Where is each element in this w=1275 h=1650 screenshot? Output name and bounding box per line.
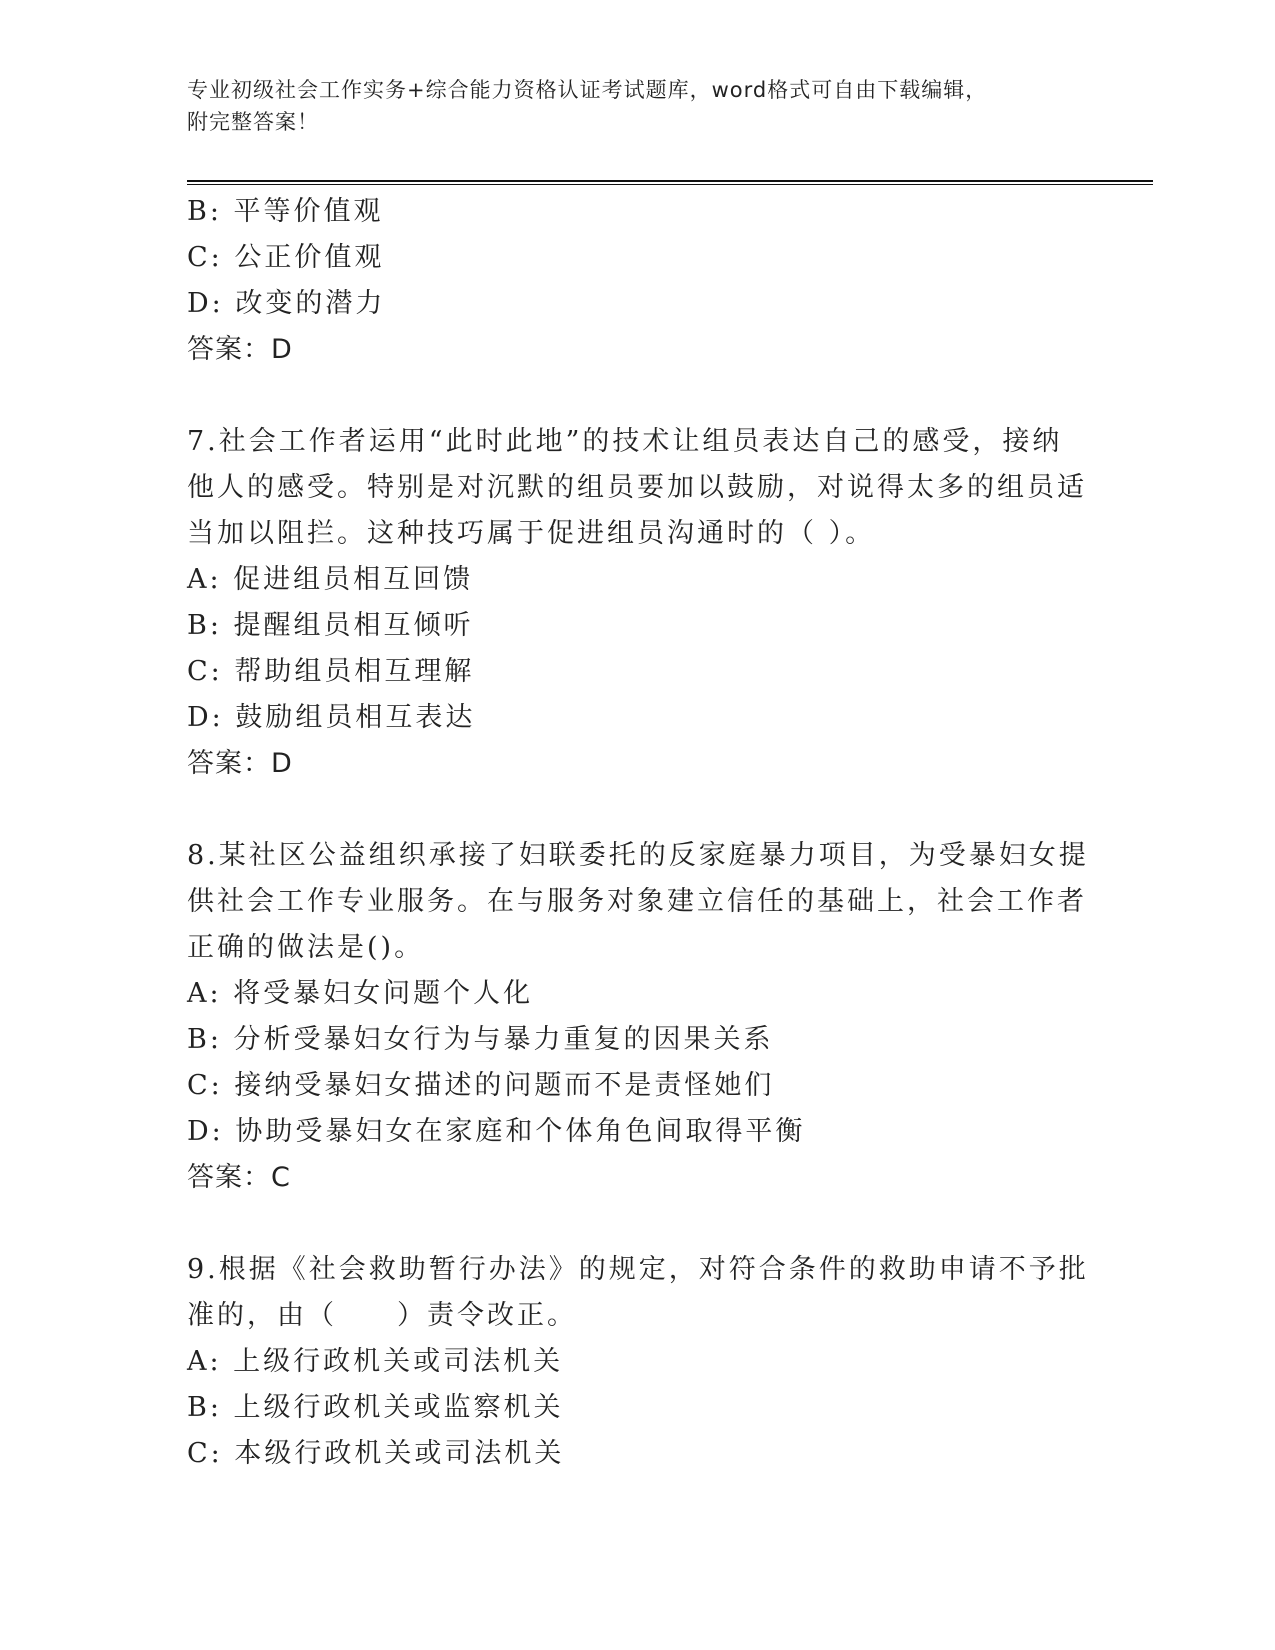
question-6-remainder	[187, 189, 1067, 373]
question-stem-line: 7.社会工作者运用“此时此地”的技术让组员表达自己的感受，接纳	[187, 426, 1063, 457]
question-list	[187, 189, 1089, 1477]
option-c: C: 公正价值观	[187, 242, 385, 273]
option-a: A: 上级行政机关或司法机关	[187, 1346, 564, 1377]
question-stem-line: 他人的感受。特别是对沉默的组员要加以鼓励，对说得太多的组员适	[187, 472, 1087, 503]
option-c: C: 帮助组员相互理解	[187, 656, 475, 687]
answer-line: 答案：C	[187, 1162, 291, 1193]
question-stem-line: 正确的做法是()。	[187, 932, 425, 963]
question-9	[187, 1247, 1089, 1477]
question-stem-line: 准的，由（ ）责令改正。	[187, 1300, 577, 1331]
header-divider-thin	[187, 184, 1153, 185]
question-stem-line: 9.根据《社会救助暂行办法》的规定，对符合条件的救助申请不予批	[187, 1254, 1089, 1285]
question-8	[187, 833, 1089, 1201]
option-c: C: 本级行政机关或司法机关	[187, 1438, 565, 1469]
question-7	[187, 419, 1087, 787]
document-header	[187, 74, 1067, 138]
option-b: B: 上级行政机关或监察机关	[187, 1392, 564, 1423]
option-d: D: 改变的潜力	[187, 288, 386, 319]
option-a: A: 将受暴妇女问题个人化	[187, 978, 534, 1009]
question-stem-line: 当加以阻拦。这种技巧属于促进组员沟通时的（ ）。	[187, 518, 876, 549]
option-d: D: 协助受暴妇女在家庭和个体角色间取得平衡	[187, 1116, 806, 1147]
question-stem-line: 供社会工作专业服务。在与服务对象建立信任的基础上，社会工作者	[187, 886, 1087, 917]
answer-line: 答案：D	[187, 334, 293, 365]
question-stem-line: 8.某社区公益组织承接了妇联委托的反家庭暴力项目，为受暴妇女提	[187, 840, 1089, 871]
option-b: B: 提醒组员相互倾听	[187, 610, 474, 641]
option-c: C: 接纳受暴妇女描述的问题而不是责怪她们	[187, 1070, 775, 1101]
header-line-1: 专业初级社会工作实务+综合能力资格认证考试题库，word格式可自由下载编辑，	[187, 78, 988, 102]
answer-line: 答案：D	[187, 748, 293, 779]
header-divider-thick	[187, 180, 1153, 182]
option-d: D: 鼓励组员相互表达	[187, 702, 476, 733]
option-b: B: 分析受暴妇女行为与暴力重复的因果关系	[187, 1024, 774, 1055]
header-line-2: 附完整答案！	[187, 110, 319, 134]
option-b: B: 平等价值观	[187, 196, 384, 227]
option-a: A: 促进组员相互回馈	[187, 564, 474, 595]
